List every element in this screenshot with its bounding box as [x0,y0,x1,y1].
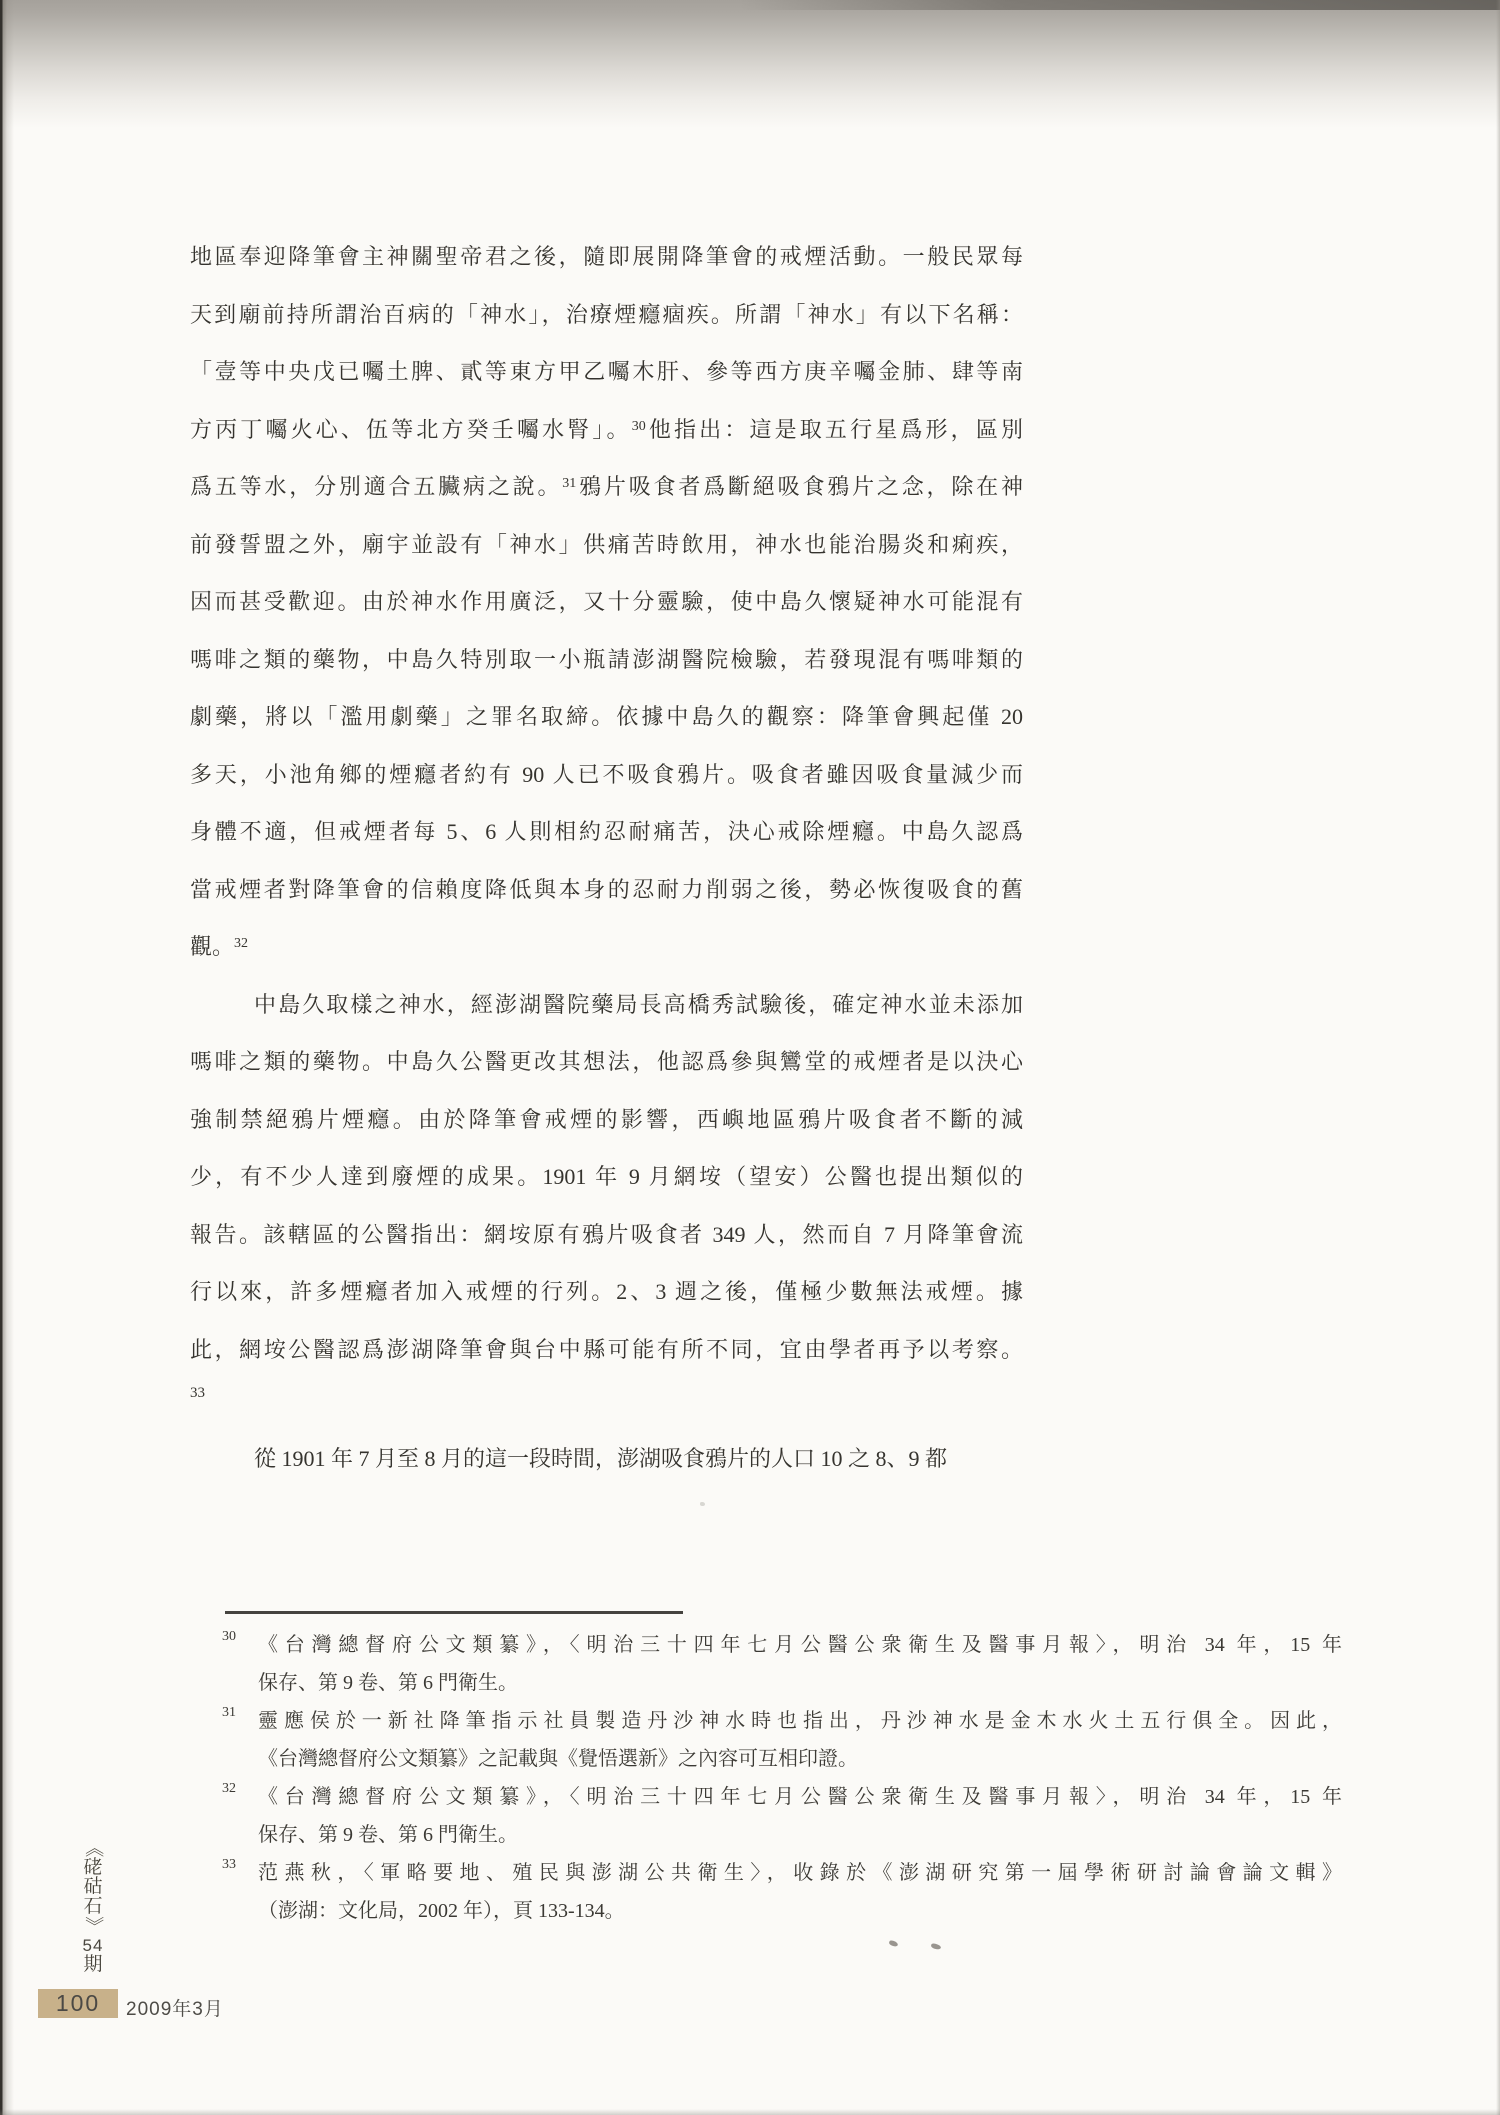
body-line-text: 少，有不少人達到廢煙的成果。1901 年 9 月網垵（望安）公醫也提出類似的 [190,1164,1023,1189]
body-line [190,343,1023,401]
body-line-text: 33 [190,1385,205,1401]
body-line [190,688,1023,746]
page-number-bar [38,1989,118,2018]
body-line [190,1430,1023,1488]
footnote-ref-line [190,1378,1023,1430]
footnote-line: 《台灣總督府公文類纂》，〈明治三十四年七月公醫公衆衛生及醫事月報〉，明治 34 年，15 年 [258,1634,1342,1656]
footnote [222,1626,1342,1702]
body-line [190,458,1023,516]
body-line [190,228,1023,286]
issue-label: 期 [83,1954,103,1975]
body-line-text: 爲五等水，分別適合五臟病之說。 [190,474,563,499]
footnote [222,1702,1342,1778]
journal-title-char: 硓 [83,1856,103,1878]
body-line-text: 鴉片吸食者爲斷絕吸食鴉片之念，除在神 [576,474,1023,499]
scan-top-edge-shadow [740,0,1500,10]
body-line-text: 觀。 [190,934,235,959]
body-line-text: 報告。該轄區的公醫指出：網垵原有鴉片吸食者 349 人，然而自 7 月降筆會流 [190,1221,1023,1247]
footnote-number: 30 [222,1629,236,1644]
body-line [190,516,1023,574]
body-line [190,573,1023,631]
footnote [222,1778,1342,1854]
footnote-reference-superscript: 30 [631,418,646,434]
body-line [190,1206,1023,1264]
body-line [190,746,1023,804]
footnote-number: 32 [222,1781,236,1796]
body-line [190,803,1023,861]
footnote [222,1854,1342,1930]
scan-speck [888,1940,898,1948]
scan-bottom-edge-shadow [0,2109,1500,2115]
journal-title-vertical [76,1838,110,1975]
body-line [190,976,1023,1034]
body-line-text: 行以來，許多煙癮者加入戒煙的行列。2、3 週之後，僅極少數無法戒煙。據 [190,1279,1023,1304]
body-line [190,918,1023,976]
body-line [190,286,1023,344]
footnote-line: 范燕秋，〈軍略要地、殖民與澎湖公共衛生〉，收錄於《澎湖研究第一屆學術研討論會論文輯》 [258,1862,1342,1884]
body-line [190,1321,1023,1379]
journal-title-char: 》 [82,1916,104,1936]
body-line [190,861,1023,919]
journal-title-char: 石 [83,1895,103,1917]
footnote-reference-superscript: 32 [234,936,249,951]
body-line-text: 強制禁絕鴉片煙癮。由於降筆會戒煙的影響，西嶼地區鴉片吸食者不斷的減 [190,1106,1023,1132]
body-line [190,401,1023,459]
scan-top-shade [0,0,1500,128]
scan-left-edge-shadow [0,0,14,2115]
scan-speck [931,1943,942,1950]
footnote-number: 33 [222,1857,236,1872]
body-line-text: 此，網垵公醫認爲澎湖降筆會與台中縣可能有所不同，宜由學者再予以考察。 [190,1336,1023,1362]
body-line-text: 身體不適，但戒煙者每 5、6 人則相約忍耐痛苦，決心戒除煙癮。中島久認爲 [190,819,1023,844]
body-line-text: 他指出：這是取五行星爲形，區別 [645,416,1023,442]
footnote-line: 保存、第 9 卷、第 6 門衛生。 [258,1672,518,1694]
body-line-text: 方丙丁囑火心、伍等北方癸壬囑水腎」。 [190,416,632,442]
body-line-text: 中島久取樣之神水，經澎湖醫院藥局長高橋秀試驗後，確定神水並未添加 [254,991,1023,1017]
footnote-line: 《台灣總督府公文類纂》，〈明治三十四年七月公醫公衆衛生及醫事月報〉，明治 34 年，15 年 [258,1786,1342,1808]
body-line-text: 嗎啡之類的藥物。中島久公醫更改其想法，他認爲參與鸞堂的戒煙者是以決心 [190,1049,1023,1074]
page-number: 100 [55,1990,101,2016]
issue-number: 54 [82,1935,104,1955]
body-line-text: 嗎啡之類的藥物，中島久特別取一小瓶請澎湖醫院檢驗，若發現混有嗎啡類的 [190,646,1023,672]
footnote-line: 保存、第 9 卷、第 6 門衛生。 [258,1824,518,1846]
body-line [190,1091,1023,1149]
body-line-text: 當戒煙者對降筆會的信賴度降低與本身的忍耐力削弱之後，勢必恢復吸食的舊 [190,876,1023,902]
body-line-text: 天到廟前持所謂治百病的「神水」，治療煙癮痼疾。所謂「神水」有以下名稱： [190,301,1023,327]
footnote-reference-superscript: 31 [562,476,577,491]
scan-speck [700,1502,705,1506]
body-line [190,1148,1023,1206]
body-line-text: 多天，小池角鄉的煙癮者約有 90 人已不吸食鴉片。吸食者雖因吸食量減少而 [190,761,1023,787]
body-line-text: 因而甚受歡迎。由於神水作用廣泛，又十分靈驗，使中島久懷疑神水可能混有 [190,589,1023,614]
body-line [190,1263,1023,1321]
footnote-number: 31 [222,1705,236,1720]
body-line-text: 「壹等中央戊已囑土脾、貳等東方甲乙囑木肝、參等西方庚辛囑金肺、肆等南 [190,359,1023,384]
footnote-separator [225,1611,683,1614]
body-line-text: 劇藥，將以「濫用劇藥」之罪名取締。依據中島久的觀察：降筆會興起僅 20 [190,704,1023,729]
body-text-block [190,228,1023,1488]
footnote-line: 靈應侯於一新社降筆指示社員製造丹沙神水時也指出，丹沙神水是金木水火土五行俱全。因此， [258,1710,1342,1732]
body-line-text: 前發誓盟之外，廟宇並設有「神水」供痛苦時飲用，神水也能治腸炎和痢疾， [190,531,1023,557]
journal-title-char: 《 [82,1838,104,1858]
body-line [190,1033,1023,1091]
journal-title-char: 𥑮 [83,1876,103,1897]
scan-right-edge-shadow [1496,0,1500,2115]
footnote-line: （澎湖：文化局，2002 年），頁 133-134。 [258,1900,625,1922]
body-line [190,631,1023,689]
body-line-text: 從 1901 年 7 月至 8 月的這一段時間，澎湖吸食鴉片的人口 10 之 8、9 都 [254,1446,948,1471]
footnote-line: 《台灣總督府公文類纂》之記載與《覺悟選新》之內容可互相印證。 [258,1748,858,1770]
footnotes-block [222,1626,1342,1930]
issue-date: 2009年3月 [126,1999,224,2020]
body-line-text: 地區奉迎降筆會主神關聖帝君之後，隨即展開降筆會的戒煙活動。一般民眾每 [190,244,1023,269]
